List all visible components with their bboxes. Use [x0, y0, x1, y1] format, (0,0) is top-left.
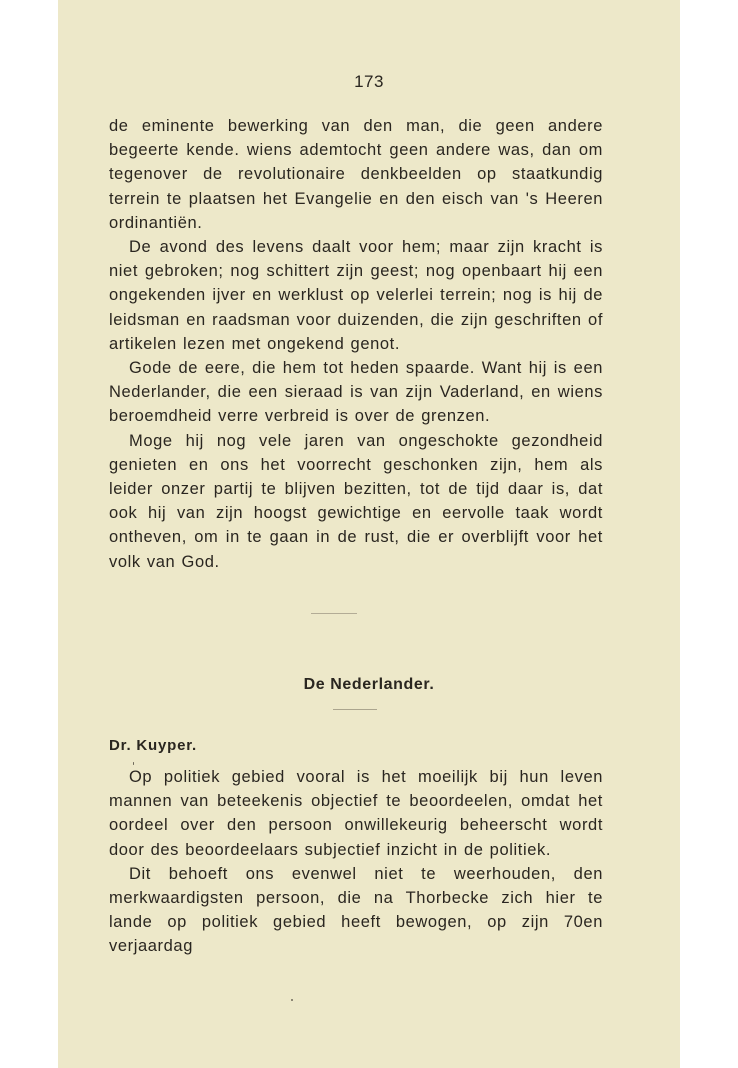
title-underline — [333, 709, 377, 710]
continued-text — [109, 114, 603, 574]
section-author: Dr. Kuyper. — [109, 737, 197, 754]
section-text — [109, 765, 603, 959]
section-title: De Nederlander. — [303, 676, 435, 693]
paragraph: Gode de eere, die hem tot heden spaarde. Want hij is een Nederlander, die een sieraad is van zijn Vaderland, en wiens beroemdheid verre verbreid is over de grenzen. — [109, 359, 603, 426]
paragraph: Moge hij nog vele jaren van ongeschokte gezondheid genieten en ons het voorrecht geschonken zijn, hem als leider onzer partij te blijven bezitten, tot de tijd daar is, dat ook hij van zijn hoogst gewichtige en eervolle taak wordt ontheven, om in te gaan in de rust, die er overblijft voor het volk van God. — [109, 431, 603, 571]
book-page — [58, 0, 680, 1068]
page-number: 173 — [354, 72, 384, 91]
paragraph: Dit behoeft ons evenwel niet te weerhouden, den merkwaardigsten persoon, die na Thorbecke zich hier te lande op politiek gebied heeft bewogen, op zijn 70en verjaardag — [109, 864, 603, 956]
print-speck — [133, 762, 134, 765]
section-divider — [311, 613, 357, 614]
paragraph: Op politiek gebied vooral is het moeilijk bij hun leven mannen van beteekenis objectief te beoordeelen, omdat het oordeel over den persoon onwillekeurig beheerscht wordt door des beoordeelaars subjectief inzicht in de politiek. — [109, 768, 603, 859]
paragraph: de eminente bewerking van den man, die geen andere begeerte kende. wiens ademtocht geen andere was, dan om tegenover de revolutionaire denkbeelden op staatkundig terrein te plaatsen het Evangelie en den eisch van 's Heeren ordinantiën. — [109, 117, 603, 232]
print-speck — [291, 999, 293, 1001]
paragraph: De avond des levens daalt voor hem; maar zijn kracht is niet gebroken; nog schittert zijn geest; nog openbaart hij een ongekenden ijver en werklust op velerlei terrein; nog is hij de leidsman en raadsman voor duizenden, die zijn geschriften of artikelen lezen met ongekend genot. — [109, 238, 603, 353]
